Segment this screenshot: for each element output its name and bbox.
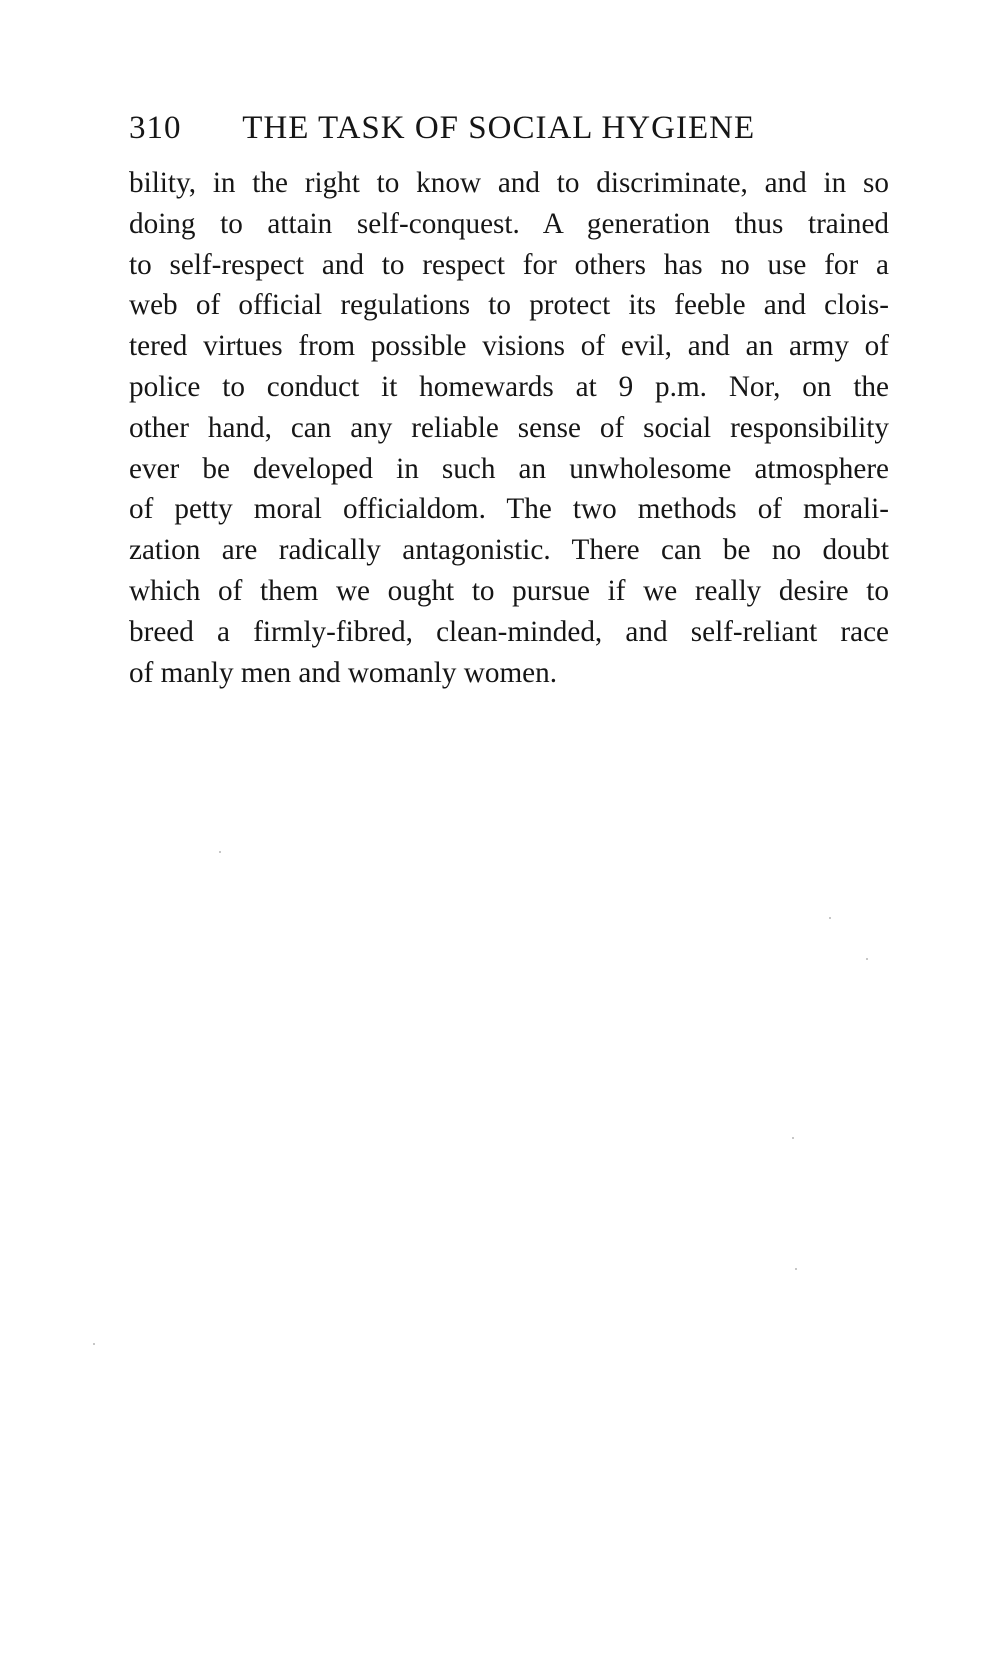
running-title: THE TASK OF SOCIAL HYGIENE (242, 110, 756, 146)
text-line: to self-respect and to respect for others has no use for a (129, 248, 889, 281)
scan-speck (792, 1137, 794, 1139)
text-line: web of official regulations to protect its feeble and clois- (129, 289, 889, 322)
scan-speck (866, 958, 868, 960)
text-line: bility, in the right to know and to discriminate, and in so (129, 167, 889, 199)
text-line: of petty moral officialdom. The two methods of morali- (129, 493, 889, 526)
text-line: police to conduct it homewards at 9 p.m. Nor, on the (129, 370, 889, 403)
scan-speck (93, 1343, 95, 1345)
text-line: ever be developed in such an unwholesome atmosphere (129, 452, 889, 485)
body-paragraph (129, 163, 889, 693)
text-line: zation are radically antagonistic. There can be no doubt (129, 534, 889, 567)
running-header (129, 104, 889, 152)
scan-speck (829, 917, 831, 919)
text-line: breed a firmly-fibred, clean-minded, and self-reliant race (129, 615, 889, 648)
text-line: other hand, can any reliable sense of social responsibility (129, 411, 889, 444)
text-line: of manly men and womanly women. (129, 656, 557, 689)
scan-speck (795, 1268, 797, 1270)
text-line: which of them we ought to pursue if we really desire to (129, 574, 889, 607)
page-number: 310 (129, 110, 182, 146)
scan-speck (219, 851, 221, 853)
text-line: tered virtues from possible visions of evil, and an army of (129, 330, 889, 363)
text-line: doing to attain self-conquest. A generation thus trained (129, 207, 889, 240)
